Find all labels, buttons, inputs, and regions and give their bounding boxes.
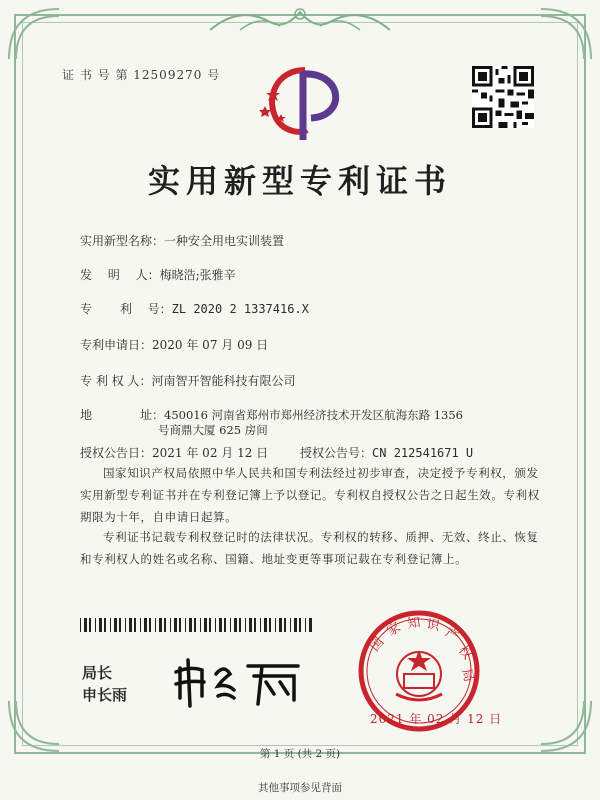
field-address-label: 地 址： xyxy=(80,408,165,422)
paragraph-decision: 国家知识产权局依照中华人民共和国专利法经过初步审查，决定授予专利权，颁发实用新型专利证书并在专利登记簿上予以登记。专利权自授权公告之日起生效。专利权期限为十年，自申请日起算。 xyxy=(80,466,540,524)
certificate-number-label: 证 书 号 第 xyxy=(62,68,129,82)
field-grant-date xyxy=(80,444,268,461)
certificate-title: 实用新型专利证书 xyxy=(147,162,452,200)
seal-date: 2021 年 02 月 12 日 xyxy=(370,712,503,726)
field-grant-number xyxy=(300,444,473,461)
field-address-line2-row xyxy=(158,422,268,438)
svg-text:识: 识 xyxy=(425,617,441,635)
field-address-line2: 号商鼎大厦 625 房间 xyxy=(158,423,268,437)
field-inventor-value: 梅晓浩;张雅辛 xyxy=(159,268,236,282)
svg-text:家: 家 xyxy=(384,619,404,640)
field-grant-number-value: CN 212541671 U xyxy=(372,446,474,460)
barcode-icon xyxy=(80,618,314,632)
field-name-label: 实用新型名称： xyxy=(80,234,165,248)
field-name-value: 一种安全用电实训装置 xyxy=(164,234,285,248)
top-ornament-icon xyxy=(200,0,400,36)
patent-office-logo-icon xyxy=(255,60,355,142)
svg-text:产: 产 xyxy=(442,625,461,645)
field-owner-label: 专 利 权 人： xyxy=(80,374,152,388)
svg-text:权: 权 xyxy=(454,642,475,663)
signatory-title: 局长 xyxy=(82,664,113,682)
field-address xyxy=(80,406,463,423)
field-apply-date-value: 2020 年 07 月 09 日 xyxy=(152,338,269,352)
svg-text:局: 局 xyxy=(458,667,476,684)
certificate-number-value: 12509270 xyxy=(133,68,203,82)
signatory-name: 申长雨 xyxy=(82,686,128,704)
field-inventor-label: 发 明 人： xyxy=(80,268,160,282)
field-grant-date-value: 2021 年 02 月 12 日 xyxy=(152,446,269,460)
field-inventor xyxy=(80,266,236,283)
handwritten-signature-icon xyxy=(170,650,310,710)
svg-text:国: 国 xyxy=(367,634,388,655)
certificate-number-suffix: 号 xyxy=(207,68,221,82)
field-address-line1: 450016 河南省郑州市郑州经济技术开发区航海东路 1356 xyxy=(164,408,463,422)
paragraph-legal-status: 专利证书记载专利权登记时的法律状况。专利权的转移、质押、无效、终止、恢复和专利权人的姓名或名称、国籍、地址变更等事项记载在专利登记簿上。 xyxy=(80,530,539,566)
field-patent-number-value: ZL 2020 2 1337416.X xyxy=(171,302,309,316)
field-patent-number-label: 专 利 号： xyxy=(80,302,172,316)
field-name xyxy=(80,232,284,249)
page-indicator: 第 1 页 (共 2 页) xyxy=(259,748,341,760)
field-owner-value: 河南智开智能科技有限公司 xyxy=(151,374,296,388)
corner-ornament-icon xyxy=(536,4,596,64)
field-apply-date xyxy=(80,336,268,353)
field-patent-number xyxy=(80,300,309,317)
field-grant-date-label: 授权公告日： xyxy=(80,446,153,460)
field-owner xyxy=(80,372,295,389)
qr-code-icon xyxy=(472,66,534,128)
svg-text:知: 知 xyxy=(406,615,422,632)
field-apply-date-label: 专利申请日： xyxy=(80,338,153,352)
certificate-number xyxy=(62,66,220,83)
corner-ornament-icon xyxy=(4,4,64,64)
footer-note: 其他事项参见背面 xyxy=(258,782,342,794)
field-grant-number-label: 授权公告号： xyxy=(300,446,373,460)
